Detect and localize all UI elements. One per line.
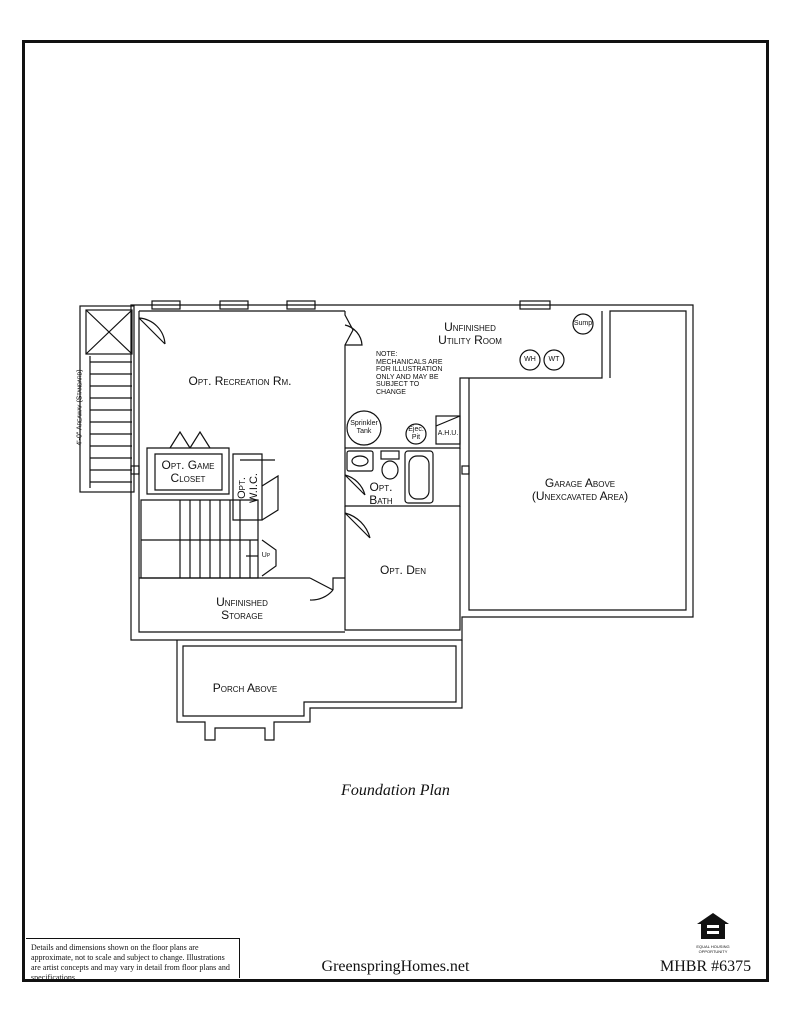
wt-label: WT — [548, 356, 560, 363]
game-closet-line-1: Opt. Game — [161, 458, 215, 472]
storage-line-1: Unfinished — [216, 595, 268, 609]
storage-label — [187, 596, 297, 622]
note-line-6: CHANGE — [376, 388, 406, 396]
wic-line-1: Opt. — [236, 477, 248, 499]
model-code: MHBR #6375 — [660, 958, 752, 975]
garage-line-1: Garage Above — [544, 476, 616, 490]
game-closet-line-2: Closet — [170, 471, 206, 485]
sump-label: Sump — [573, 320, 593, 327]
note-line-3: FOR ILLUSTRATION — [376, 366, 443, 373]
equal-housing-text — [690, 945, 736, 954]
game-closet-label — [152, 459, 224, 485]
ejector-line-2: Pit — [411, 434, 421, 441]
storage-line-2: Storage — [221, 608, 263, 622]
sprinkler-line-1: Sprinkler — [350, 420, 378, 427]
wic-line-2: W.I.C. — [248, 473, 260, 503]
stair-up-label: Up — [261, 552, 271, 559]
ejector-pit-label — [404, 426, 428, 442]
house-icon — [696, 912, 730, 940]
bath-line-2: Bath — [369, 493, 393, 507]
note-line-5: SUBJECT TO — [376, 381, 420, 388]
utility-room-line-2: Utility Room — [438, 333, 502, 347]
utility-room-label — [420, 321, 520, 347]
wic-label — [236, 458, 260, 518]
recreation-room-label: Opt. Recreation Rm. — [188, 374, 292, 388]
porch-label: Porch Above — [212, 681, 278, 695]
garage-line-2: (Unexcavated Area) — [531, 489, 629, 503]
disclaimer-text: Details and dimensions shown on the floor plans are approximate, not to scale and subject to change. Illustrations are artist concepts and may vary in detail from floor plans and specifications. — [26, 938, 240, 978]
website-link[interactable]: GreenspringHomes.net — [321, 958, 470, 975]
areaway-label: 4'-0" Areaway (Standard) — [76, 369, 84, 446]
note-line-1: NOTE: — [376, 351, 398, 358]
areaway — [80, 306, 134, 492]
wh-label: WH — [524, 356, 536, 363]
equal-housing-logo — [690, 912, 736, 954]
garage-walls — [469, 311, 686, 610]
den-label: Opt. Den — [379, 563, 426, 577]
note-line-2: MECHANICALS ARE — [376, 358, 443, 366]
utility-room-line-1: Unfinished — [444, 320, 496, 334]
sprinkler-line-2: Tank — [356, 428, 372, 435]
bath-label — [358, 481, 404, 507]
ahu-label: A.H.U. — [437, 430, 459, 437]
note-line-4: ONLY AND MAY BE — [376, 373, 439, 381]
ejector-line-1: Ejec. — [408, 426, 424, 433]
garage-label — [505, 477, 655, 503]
sprinkler-tank-label — [344, 420, 384, 436]
bath-line-1: Opt. — [369, 480, 393, 494]
eho-line-2: OPPORTUNITY — [698, 948, 728, 954]
plan-caption: Foundation Plan — [341, 782, 450, 799]
mechanicals-note — [376, 351, 443, 396]
eho-line-1: EQUAL HOUSING — [696, 944, 730, 949]
